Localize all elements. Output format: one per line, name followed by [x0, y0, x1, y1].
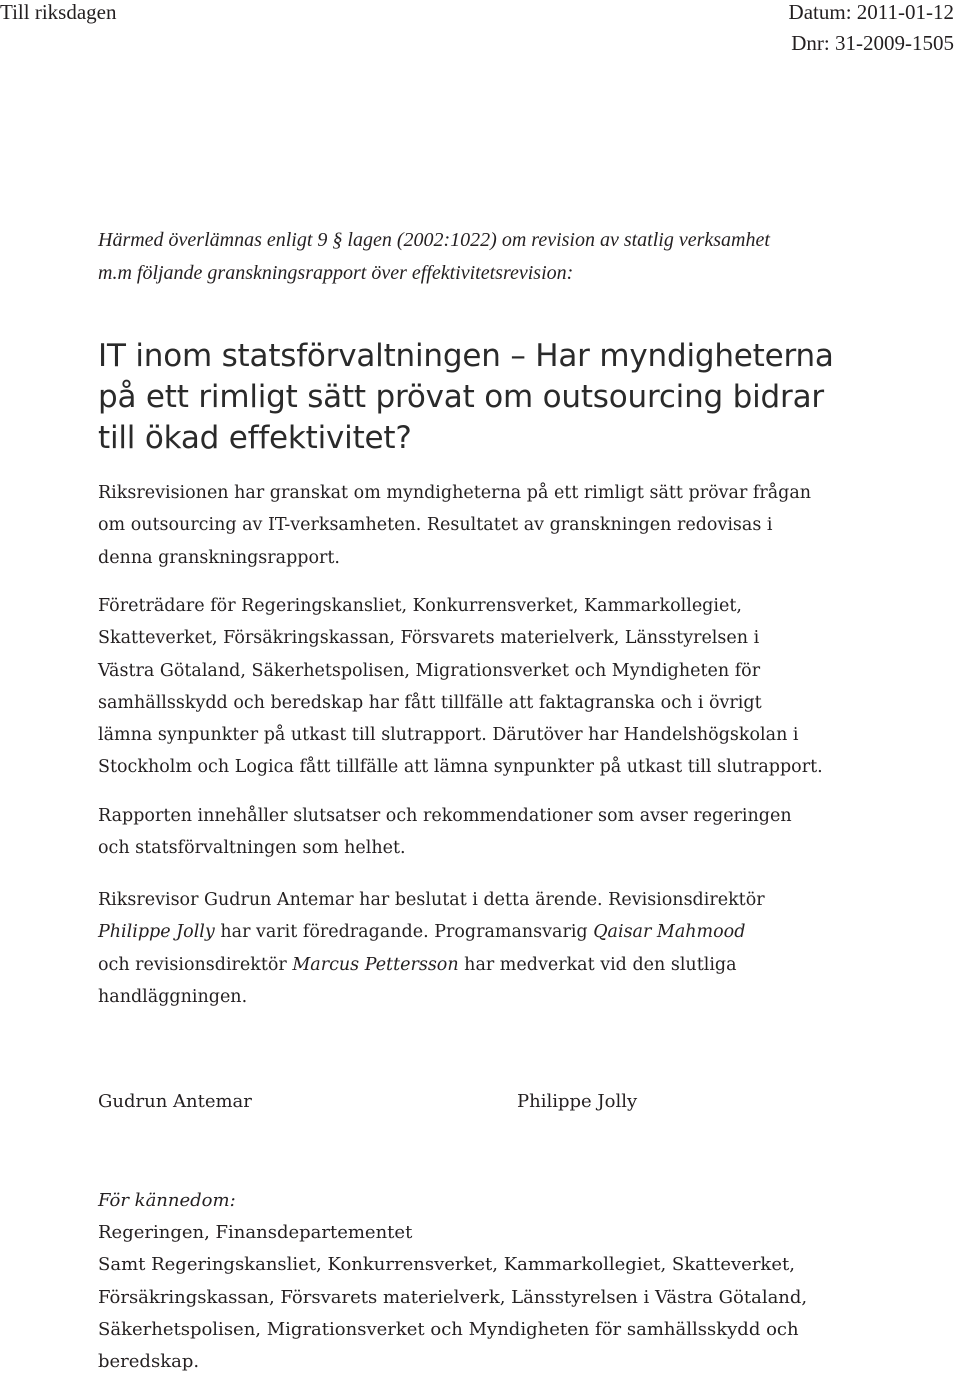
- paragraph-text: har varit föredragande. Programansvarig: [214, 922, 594, 943]
- paragraph-line: och statsförvaltningen som helhet.: [98, 838, 406, 859]
- paragraph-line: Riksrevisionen har granskat om myndigheterna på ett rimligt sätt prövar frågan: [98, 483, 812, 503]
- paragraph-line: Stockholm och Logica fått tillfälle att lämna synpunkter på utkast till slutrapport.: [98, 757, 823, 778]
- paragraph-line: om outsourcing av IT-verksamheten. Resultatet av granskningen redovisas i: [98, 515, 773, 536]
- review-paragraph: [98, 590, 878, 784]
- paragraph-line: handläggningen.: [98, 986, 248, 1007]
- paragraph-text: och revisionsdirektör: [98, 954, 293, 975]
- paragraph-text: har medverkat vid den slutliga: [458, 954, 737, 975]
- title-line: IT inom statsförvaltningen – Har myndigheterna: [98, 338, 834, 374]
- paragraph-line: Rapporten innehåller slutsatser och rekommendationer som avser regeringen: [98, 806, 792, 826]
- signature-right: Philippe Jolly: [517, 1091, 638, 1112]
- paragraph-line: Riksrevisor Gudrun Antemar har beslutat i detta ärende. Revisionsdirektör: [98, 890, 765, 910]
- person-name: Qaisar Mahmood: [593, 922, 746, 943]
- decision-paragraph: [98, 884, 878, 1013]
- distribution-heading: För kännedom:: [98, 1190, 236, 1211]
- conclusions-paragraph: [98, 800, 878, 865]
- title-line: på ett rimligt sätt prövat om outsourcing bidrar: [98, 379, 824, 415]
- intro-line: Härmed överlämnas enligt 9 § lagen (2002:1022) om revision av statlig verksamhet: [98, 229, 770, 251]
- document-number: Dnr: 31-2009-1505: [791, 31, 954, 55]
- paragraph-line: [98, 949, 878, 981]
- intro-line: m.m följande granskningsrapport över effektivitetsrevision:: [98, 262, 574, 284]
- distribution-line: Samt Regeringskansliet, Konkurrensverket, Kammarkollegiet, Skatteverket,: [98, 1254, 795, 1276]
- distribution-line: beredskap.: [98, 1351, 200, 1373]
- distribution-line: Säkerhetspolisen, Migrationsverket och Myndigheten för samhällsskydd och: [98, 1318, 799, 1340]
- title-line: till ökad effektivitet?: [98, 420, 412, 456]
- paragraph-line: Företrädare för Regeringskansliet, Konkurrensverket, Kammarkollegiet,: [98, 596, 742, 616]
- paragraph-line: denna granskningsrapport.: [98, 547, 340, 568]
- paragraph-line: lämna synpunkter på utkast till slutrapport. Därutöver har Handelshögskolan i: [98, 725, 799, 746]
- intro-text: [98, 224, 888, 290]
- person-name: Marcus Pettersson: [292, 954, 459, 975]
- paragraph-line: [98, 916, 878, 948]
- distribution-line: Försäkringskassan, Försvarets materielverk, Länsstyrelsen i Västra Götaland,: [98, 1286, 808, 1308]
- report-title: [98, 336, 898, 459]
- summary-paragraph: [98, 477, 878, 574]
- person-name: Philippe Jolly: [98, 922, 215, 943]
- recipient-label: Till riksdagen: [0, 0, 117, 24]
- paragraph-line: Västra Götaland, Säkerhetspolisen, Migrationsverket och Myndigheten för: [98, 660, 761, 681]
- distribution-list: [98, 1185, 898, 1378]
- signature-left: Gudrun Antemar: [98, 1091, 252, 1112]
- paragraph-line: Skatteverket, Försäkringskassan, Försvarets materielverk, Länsstyrelsen i: [98, 628, 760, 649]
- paragraph-line: samhällsskydd och beredskap har fått tillfälle att faktagranska och i övrigt: [98, 692, 762, 713]
- distribution-line: Regeringen, Finansdepartementet: [98, 1222, 413, 1244]
- document-date: Datum: 2011-01-12: [788, 0, 954, 24]
